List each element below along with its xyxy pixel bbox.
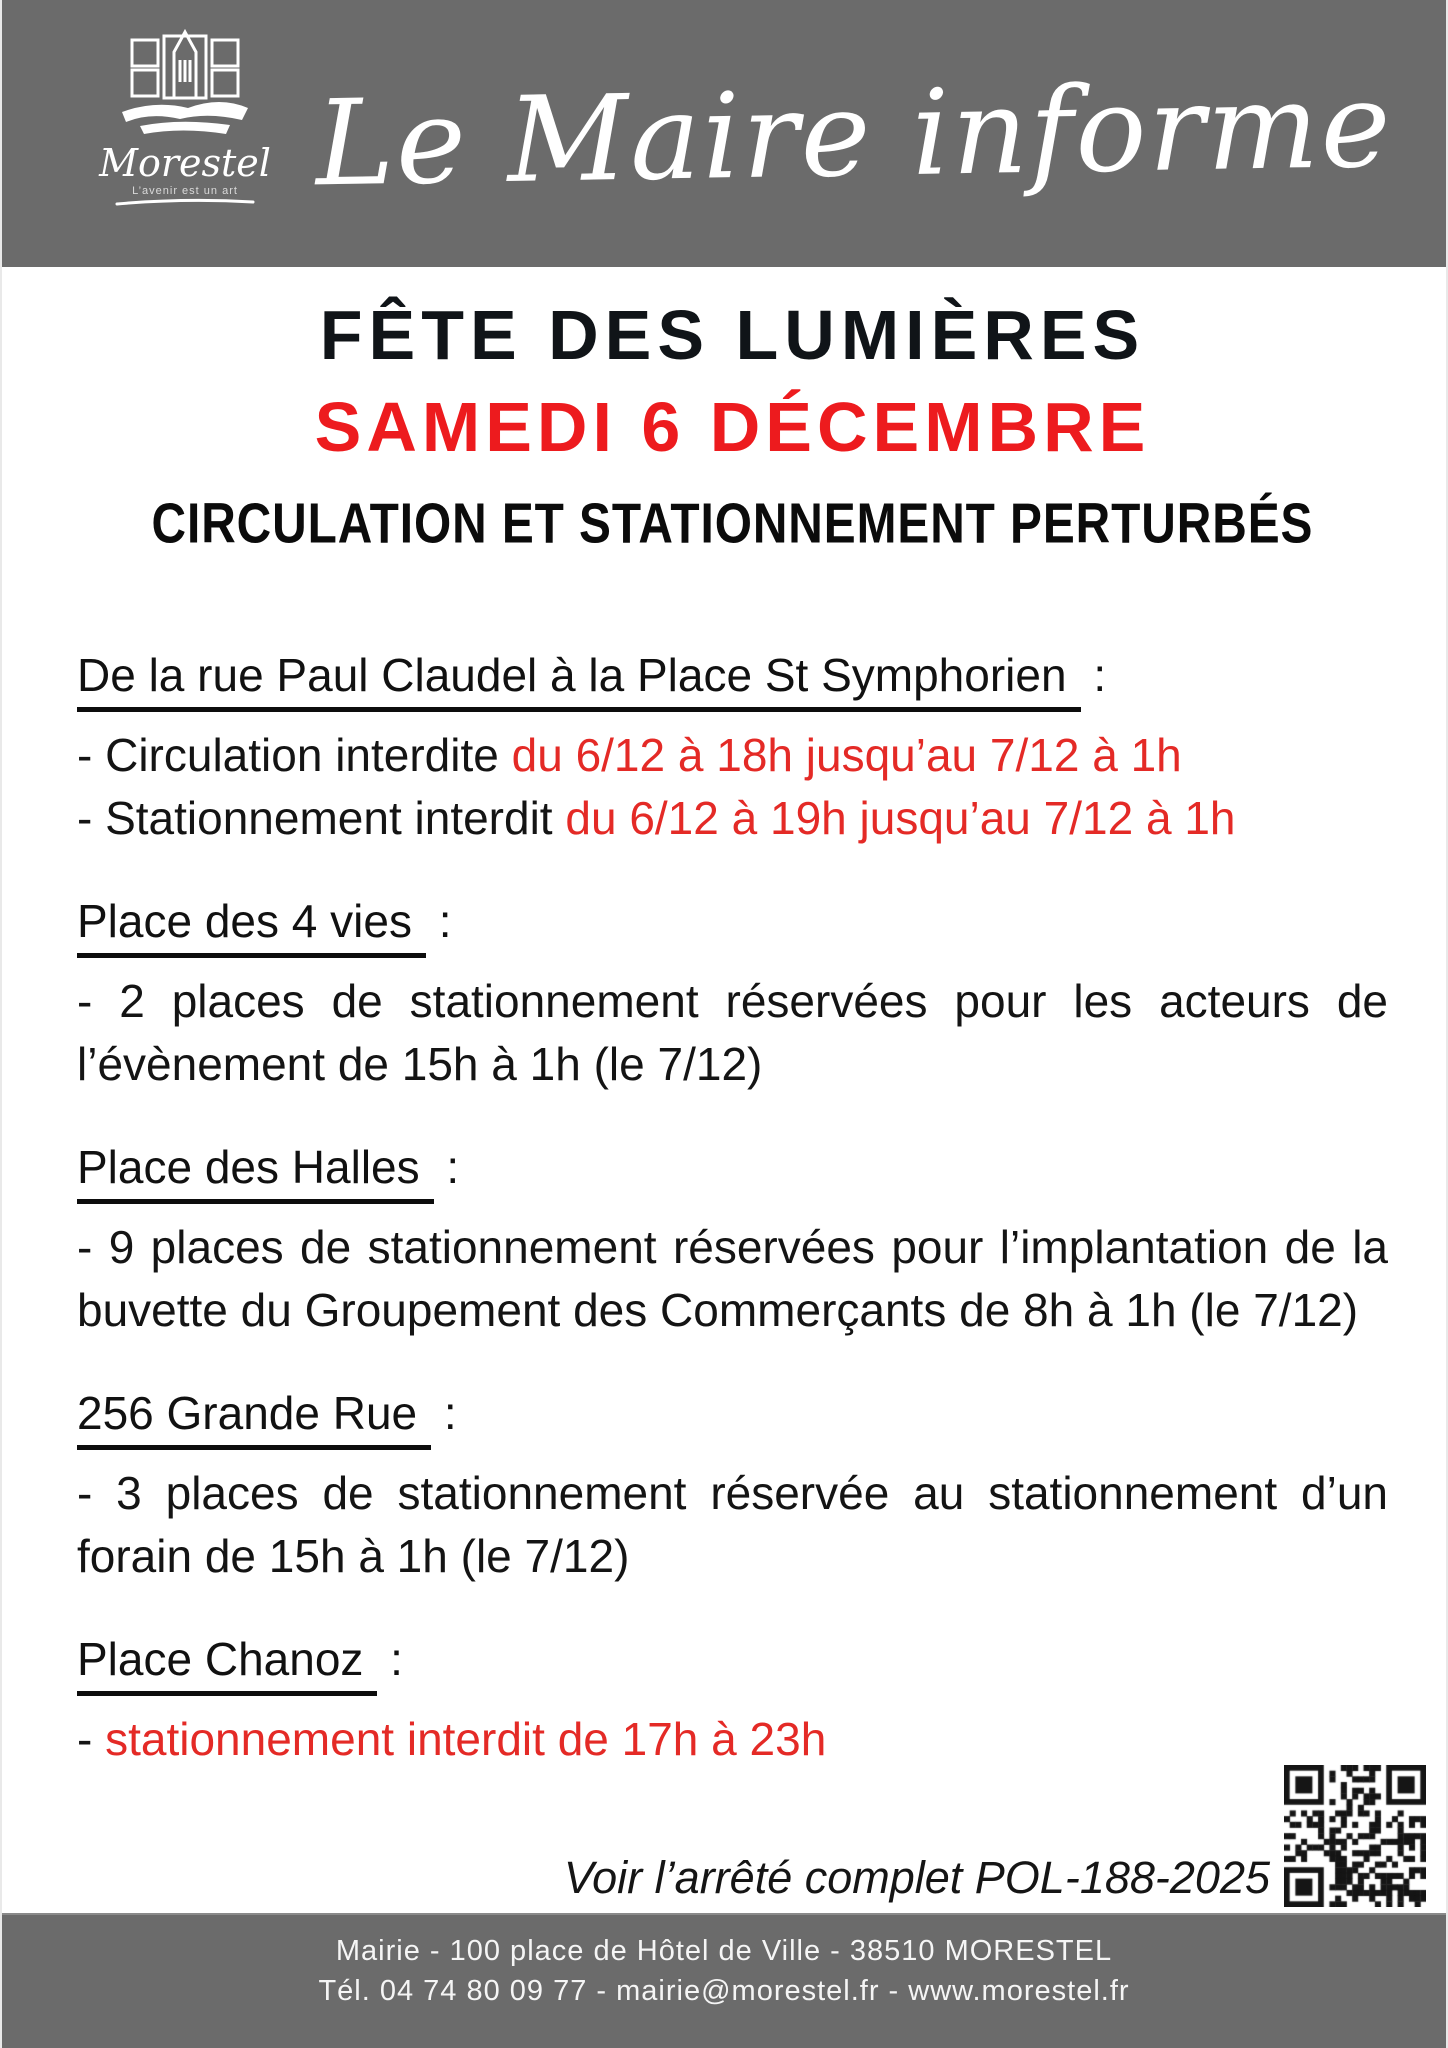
subtitle: CIRCULATION ET STATIONNEMENT PERTURBÉS: [151, 492, 1314, 556]
footer-address: Mairie - 100 place de Hôtel de Ville - 38510 MORESTEL: [335, 1935, 1113, 1967]
subtitle-wrap: [77, 492, 1388, 566]
text-segment-red: du 6/12 à 18h jusqu’au 7/12 à 1h: [511, 729, 1182, 781]
decree-reference: Voir l’arrêté complet POL-188-2025: [563, 1852, 1270, 1903]
text-segment-black: -: [77, 1713, 106, 1765]
section-heading-text: De la rue Paul Claudel à la Place St Symphorien: [77, 646, 1081, 712]
logo-tagline: L’avenir est un art: [132, 185, 238, 197]
section-heading-text: Place des 4 vies: [77, 892, 426, 958]
footnote-row: [564, 1759, 1426, 1907]
tower-icon: [110, 26, 260, 146]
text-segment-black: - Circulation interdite: [77, 729, 512, 781]
section-heading: [77, 892, 1388, 958]
section-heading-colon: :: [433, 1141, 460, 1193]
section-heading-text: Place Chanoz: [77, 1630, 377, 1696]
text-segment-red: du 6/12 à 19h jusqu’au 7/12 à 1h: [565, 792, 1236, 844]
section-heading: [77, 1138, 1388, 1204]
section-line: [77, 724, 1388, 787]
header-band: [2, 0, 1446, 267]
text-segment-black: - 2 places de stationnement réservées pour les acteurs de l’évènement de 15h à 1h (le 7/12): [77, 975, 1388, 1090]
text-segment-black: - Stationnement interdit: [77, 792, 566, 844]
text-segment-black: - 3 places de stationnement réservée au stationnement d’un forain de 15h à 1h (le 7/12): [77, 1467, 1388, 1582]
section-heading: [77, 1384, 1388, 1450]
section-heading-colon: :: [377, 1633, 403, 1685]
notice-body: [2, 267, 1446, 1771]
footer-contact: Tél. 04 74 80 09 77 - mairie@morestel.fr - www.morestel.fr: [318, 1975, 1130, 2007]
section-line: [77, 1216, 1388, 1342]
section-heading: [77, 1630, 1388, 1696]
section-line: [77, 1462, 1388, 1588]
text-segment-red: stationnement interdit de 17h à 23h: [105, 1713, 827, 1765]
sections-list: [77, 646, 1388, 1771]
section-line: [77, 787, 1388, 850]
logo-wordmark: Morestel: [99, 141, 271, 185]
section-line: [77, 970, 1388, 1096]
section-heading-colon: :: [1080, 649, 1107, 701]
notice-section-1: [77, 646, 1388, 850]
section-heading-text: 256 Grande Rue: [77, 1384, 431, 1450]
event-date: SAMEDI 6 DÉCEMBRE: [314, 388, 1151, 466]
text-segment-black: - 9 places de stationnement réservées pour l’implantation de la buvette du Groupement des Commerçants de 8h à 1h (le 7/12): [77, 1221, 1388, 1336]
qr-code: [1284, 1759, 1426, 1907]
event-title: FÊTE DES LUMIÈRES: [319, 296, 1146, 374]
notice-section-5: [77, 1630, 1388, 1771]
section-heading: [77, 646, 1388, 712]
notice-section-4: [77, 1384, 1388, 1588]
section-heading-text: Place des Halles: [77, 1138, 434, 1204]
notice-section-3: [77, 1138, 1388, 1342]
notice-section-2: [77, 892, 1388, 1096]
script-title: Le Maire informe: [314, 55, 1394, 212]
section-heading-colon: :: [431, 1387, 457, 1439]
qr-code-canvas: [1284, 1765, 1426, 1907]
section-heading-colon: :: [425, 895, 452, 947]
logo-underline-swoosh: [115, 197, 255, 207]
morestel-logo: [90, 26, 280, 207]
footer-band: [2, 1913, 1446, 2048]
